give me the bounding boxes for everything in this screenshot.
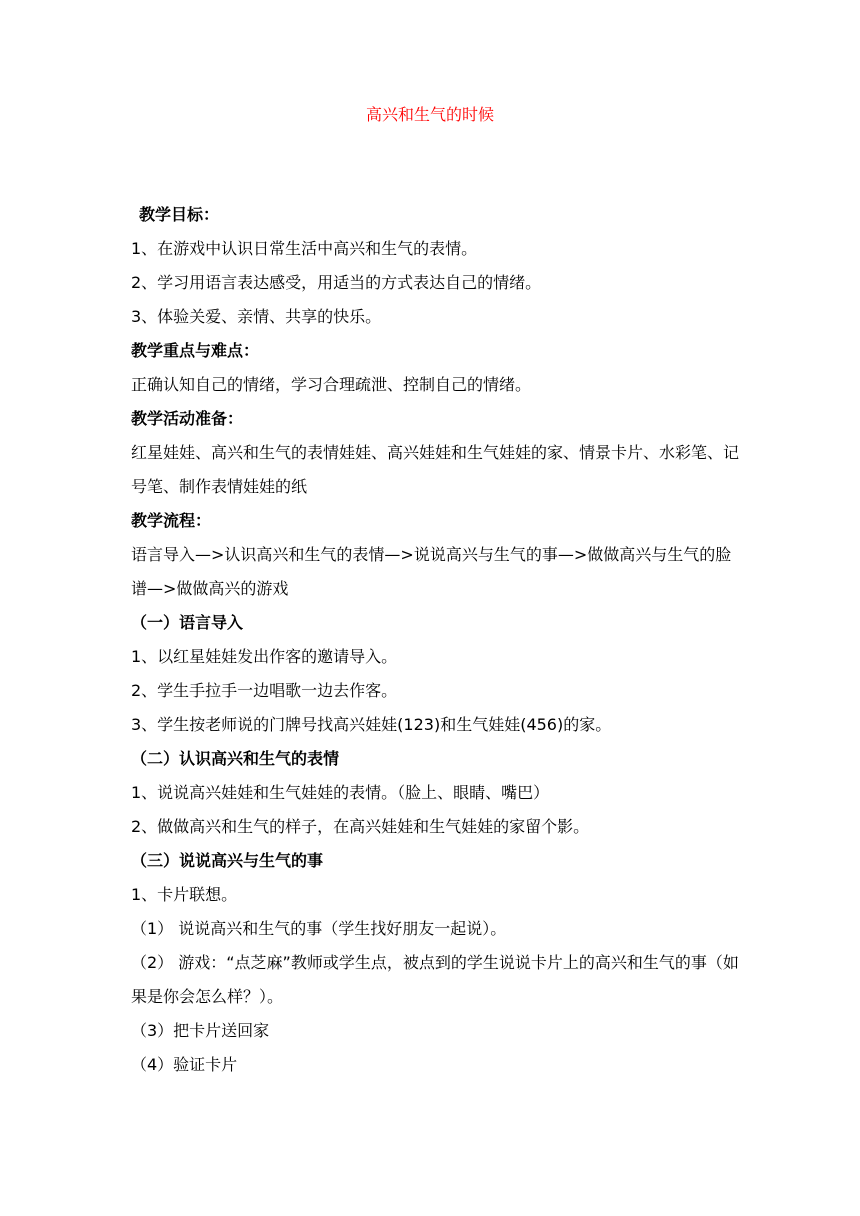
section1-item: 3、学生按老师说的门牌号找高兴娃娃(123)和生气娃娃(456)的家。 (131, 715, 612, 734)
section2-item: 2、做做高兴和生气的样子，在高兴娃娃和生气娃娃的家留个影。 (131, 817, 590, 836)
section2-item: 1、说说高兴娃娃和生气娃娃的表情。（脸上、眼睛、嘴巴） (131, 783, 550, 802)
section1-item: 1、以红星娃娃发出作客的邀请导入。 (131, 647, 398, 666)
section3-heading: （三）说说高兴与生气的事 (131, 851, 324, 870)
key-points-text: 正确认知自己的情绪，学习合理疏泄、控制自己的情绪。 (131, 375, 532, 394)
key-points-heading: 教学重点与难点： (131, 341, 260, 360)
goals-heading: 教学目标： (139, 205, 220, 224)
goal-item: 1、在游戏中认识日常生活中高兴和生气的表情。 (131, 239, 478, 258)
section1-heading: （一）语言导入 (131, 613, 244, 632)
process-heading: 教学流程： (131, 511, 212, 530)
section3-subitem: （2） 游戏：“点芝麻”教师或学生点，被点到的学生说说卡片上的高兴和生气的事（如果是你会怎么样？）。 (131, 953, 739, 1006)
preparation-heading: 教学活动准备： (131, 409, 244, 428)
goal-item: 2、学习用语言表达感受，用适当的方式表达自己的情绪。 (131, 273, 542, 292)
section3-subitem: （3）把卡片送回家 (131, 1021, 270, 1040)
process-text: 语言导入—>认识高兴和生气的表情—>说说高兴与生气的事—>做做高兴与生气的脸谱—>做做高兴的游戏 (131, 545, 732, 598)
document-title: 高兴和生气的时候 (365, 105, 494, 124)
section2-heading: （二）认识高兴和生气的表情 (131, 749, 340, 768)
section3-subitem: （1） 说说高兴和生气的事（学生找好朋友一起说）。 (131, 919, 507, 938)
section1-item: 2、学生手拉手一边唱歌一边去作客。 (131, 681, 398, 700)
section3-item: 1、卡片联想。 (131, 885, 238, 904)
preparation-text: 红星娃娃、高兴和生气的表情娃娃、高兴娃娃和生气娃娃的家、情景卡片、水彩笔、记号笔、制作表情娃娃的纸 (131, 443, 740, 496)
document-body (131, 198, 739, 1082)
section3-subitem: （4）验证卡片 (131, 1055, 238, 1074)
goal-item: 3、体验关爱、亲情、共享的快乐。 (131, 307, 382, 326)
